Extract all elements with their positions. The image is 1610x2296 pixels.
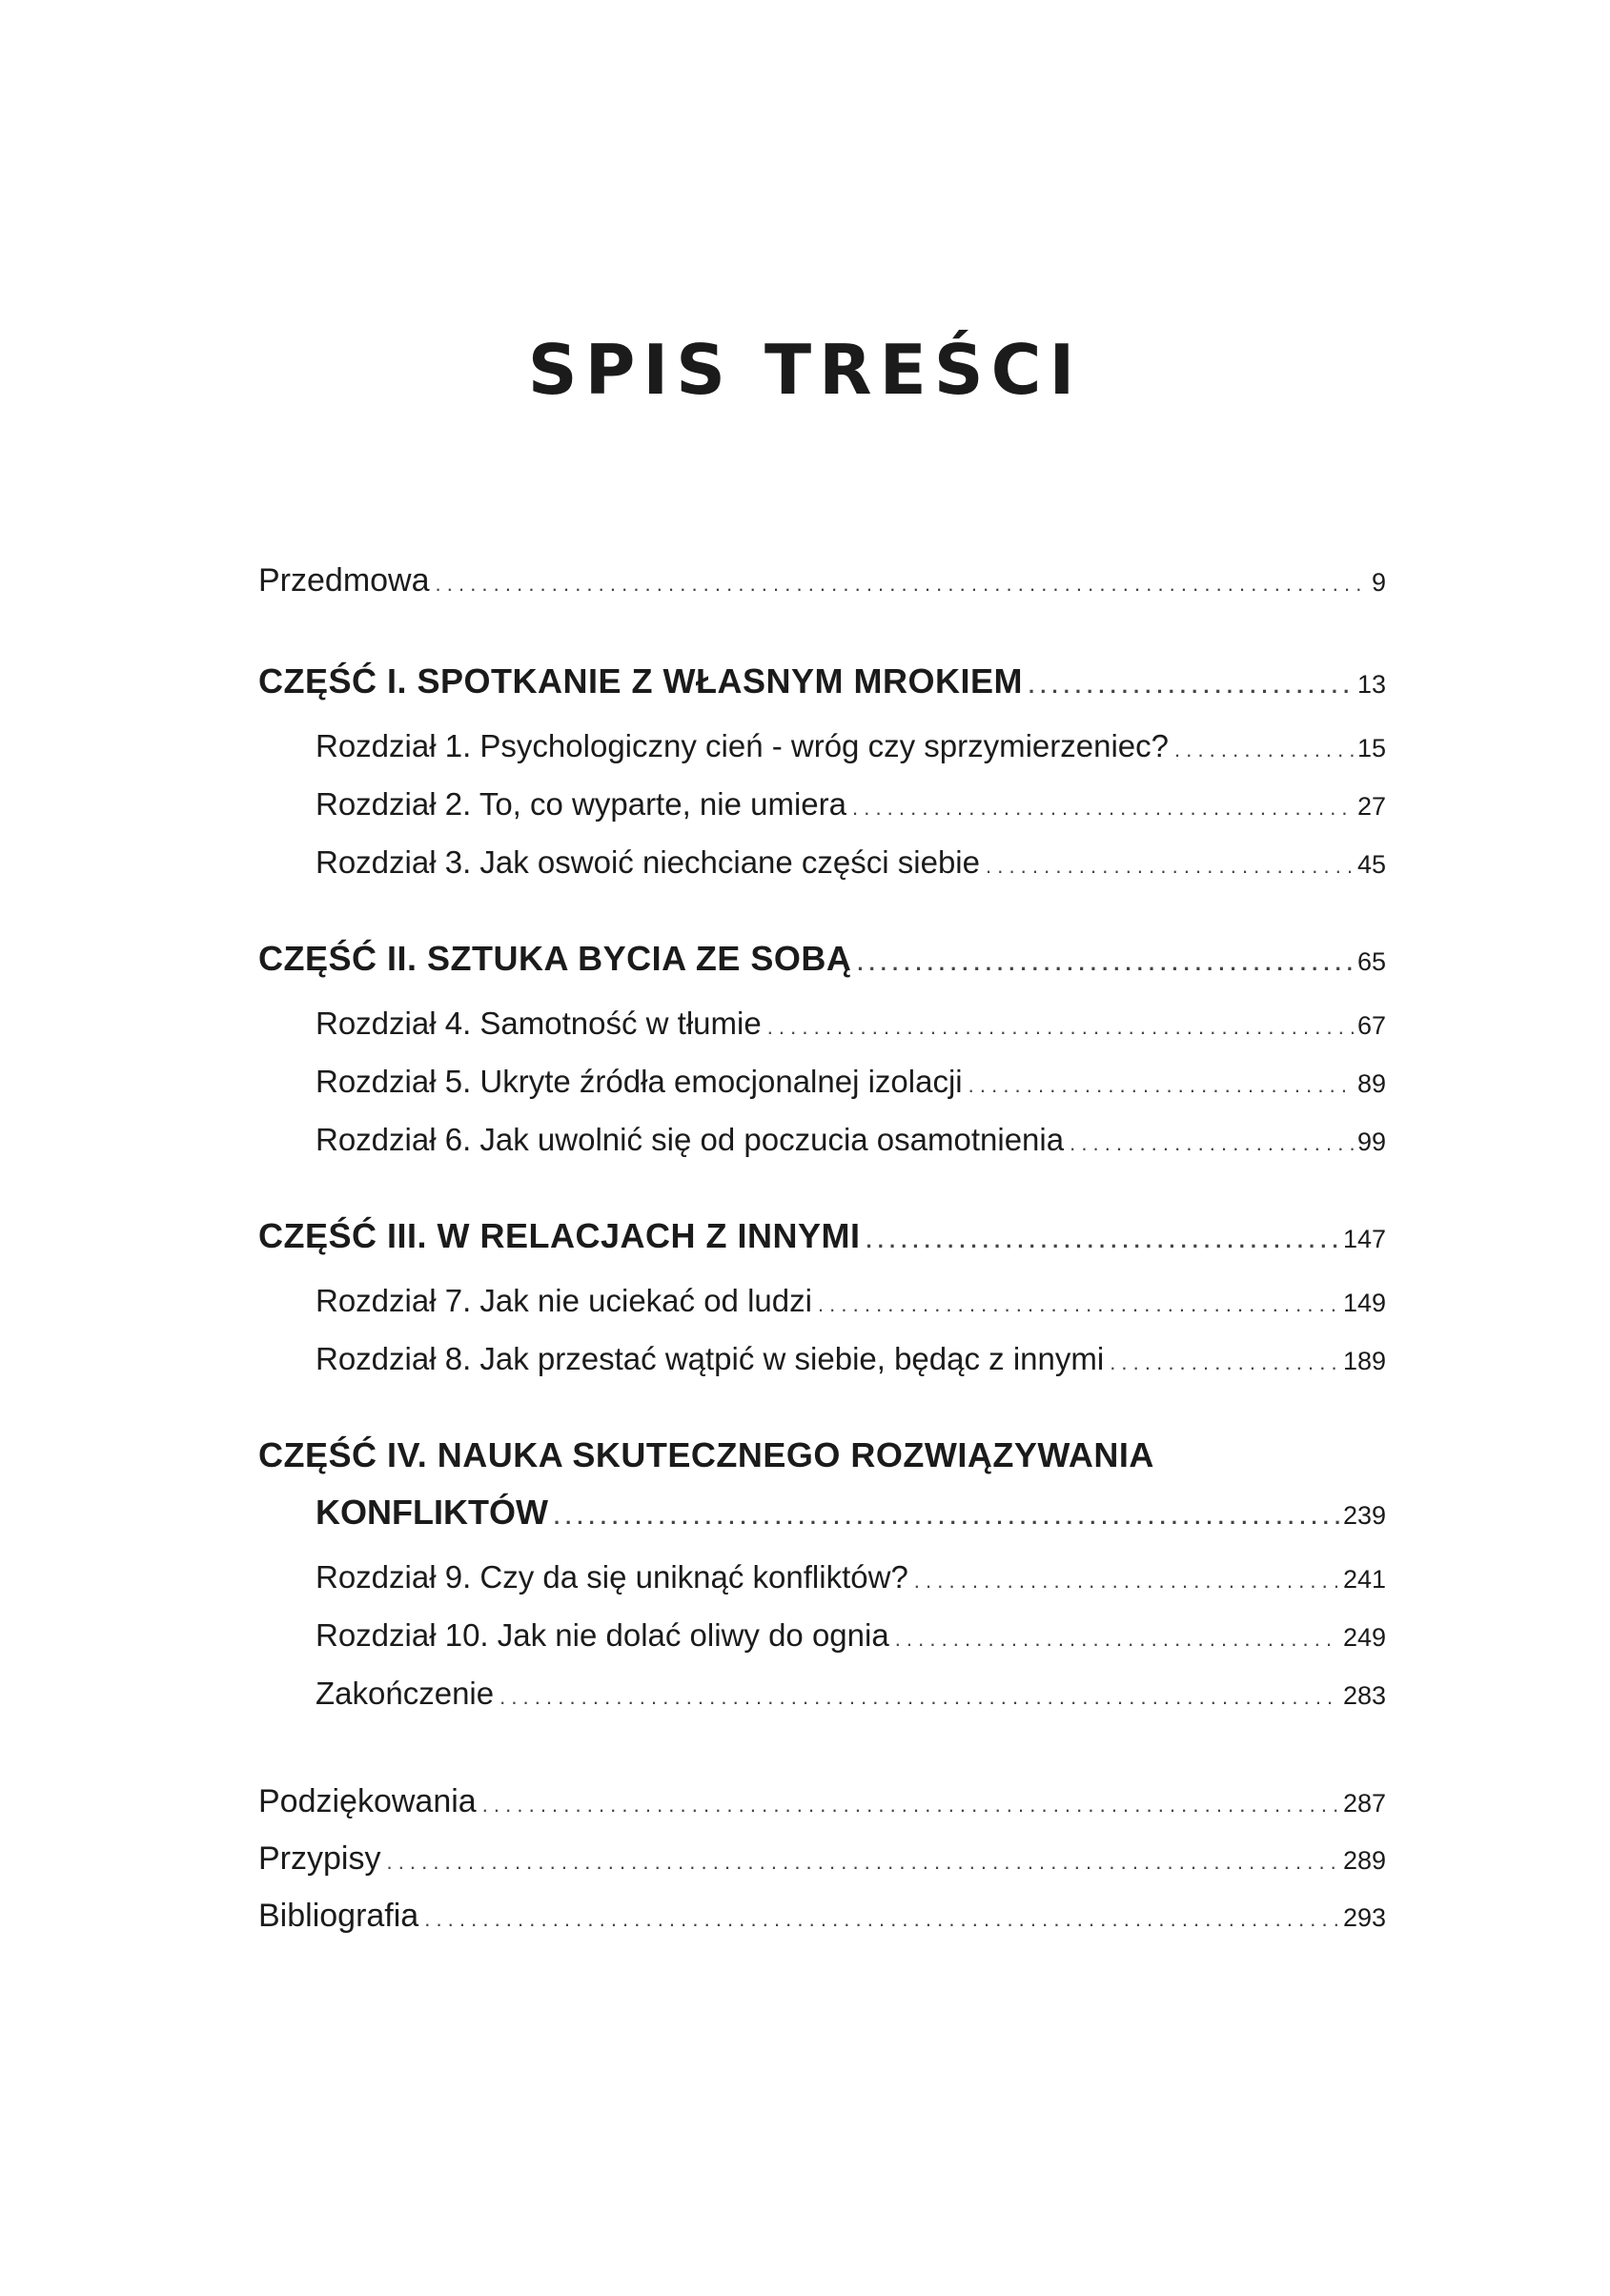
toc-chapter-label: Rozdział 1. Psychologiczny cień - wróg czy sprzymierzeniec? [316,728,1169,763]
toc-entry-label: Bibliografia [258,1898,419,1934]
toc-entry-przypisy[interactable] [258,1840,1386,1898]
toc-page-number: 13 [1356,670,1386,699]
toc-entry-przedmowa[interactable] [258,562,1386,620]
toc-page-number: 147 [1342,1225,1386,1253]
toc-entry-bibliografia[interactable] [258,1898,1386,1955]
toc-chapter-3[interactable] [258,844,1386,903]
toc-part-title-line2: KONFLIKTÓW [316,1493,548,1532]
dot-leader [1110,1351,1339,1375]
toc-part-2[interactable] [258,939,1386,1006]
toc-page-number: 287 [1342,1789,1386,1818]
toc-entry-zakonczenie[interactable] [258,1676,1386,1734]
toc-chapter-label: Rozdział 6. Jak uwolnić się od poczucia osamotnienia [316,1122,1065,1157]
toc-part-title: CZĘŚĆ II. SZTUKA BYCIA ZE SOBĄ [258,939,852,978]
table-of-contents [258,562,1386,1955]
toc-chapter-2[interactable] [258,786,1386,844]
toc-page-number: 149 [1342,1289,1386,1317]
toc-chapter-label: Rozdział 9. Czy da się uniknąć konfliktów? [316,1559,908,1595]
toc-page-number: 67 [1356,1011,1386,1040]
toc-page-number: 15 [1356,734,1386,762]
toc-chapter-4[interactable] [258,1006,1386,1064]
toc-chapter-label: Rozdział 8. Jak przestać wątpić w siebie, będąc z innymi [316,1341,1105,1376]
toc-page-number: 239 [1342,1501,1386,1530]
toc-part-1[interactable] [258,661,1386,728]
toc-chapter-label: Rozdział 10. Jak nie dolać oliwy do ognia [316,1617,889,1653]
dot-leader [554,1505,1339,1530]
toc-page-number: 89 [1356,1069,1386,1098]
toc-page-number: 9 [1371,568,1386,597]
toc-part-4[interactable] [258,1435,1386,1559]
dot-leader [866,1229,1339,1253]
toc-chapter-9[interactable] [258,1559,1386,1617]
toc-page-number: 293 [1342,1903,1386,1932]
toc-chapter-8[interactable] [258,1341,1386,1399]
toc-chapter-label: Rozdział 5. Ukryte źródła emocjonalnej izolacji [316,1064,963,1099]
toc-entry-label: Przedmowa [258,562,430,599]
dot-leader [986,854,1354,879]
toc-chapter-5[interactable] [258,1064,1386,1122]
dot-leader [482,1793,1339,1818]
toc-chapter-10[interactable] [258,1617,1386,1676]
dot-leader [436,572,1368,597]
dot-leader [895,1627,1339,1652]
dot-leader [852,796,1354,821]
toc-page-number: 289 [1342,1846,1386,1875]
toc-chapter-label: Rozdział 4. Samotność w tłumie [316,1006,762,1041]
toc-chapter-6[interactable] [258,1122,1386,1180]
toc-chapter-1[interactable] [258,728,1386,786]
dot-leader [968,1073,1354,1098]
dot-leader [1174,738,1354,762]
toc-entry-label: Przypisy [258,1840,381,1877]
toc-page-number: 249 [1342,1623,1386,1652]
dot-leader [914,1569,1339,1594]
toc-chapter-label: Rozdział 3. Jak oswoić niechciane części siebie [316,844,980,880]
toc-page-number: 65 [1356,947,1386,976]
dot-leader [1070,1131,1354,1156]
toc-page-number: 99 [1356,1128,1386,1156]
toc-part-title: CZĘŚĆ I. SPOTKANIE Z WŁASNYM MROKIEM [258,661,1024,701]
toc-entry-podziekowania[interactable] [258,1783,1386,1840]
dot-leader [767,1015,1354,1040]
toc-part-title-line1: CZĘŚĆ IV. NAUKA SKUTECZNEGO ROZWIĄZYWANIA [258,1435,1154,1474]
toc-entry-label: Podziękowania [258,1783,477,1819]
toc-page-number: 283 [1342,1681,1386,1710]
page-title: SPIS TREŚCI [527,330,1083,410]
dot-leader [857,951,1354,976]
dot-leader [1029,674,1354,699]
toc-page-number: 241 [1342,1565,1386,1594]
toc-part-title: CZĘŚĆ III. W RELACJACH Z INNYMI [258,1216,861,1255]
toc-page-number: 27 [1356,792,1386,821]
dot-leader [386,1850,1338,1875]
toc-chapter-label: Rozdział 2. To, co wyparte, nie umiera [316,786,846,822]
toc-chapter-7[interactable] [258,1283,1386,1341]
toc-page-number: 45 [1356,850,1386,879]
toc-part-3[interactable] [258,1216,1386,1283]
toc-chapter-label: Rozdział 7. Jak nie uciekać od ludzi [316,1283,812,1318]
dot-leader [424,1907,1339,1932]
toc-page-number: 189 [1342,1347,1386,1375]
toc-chapter-label: Zakończenie [316,1676,495,1711]
dot-leader [818,1292,1339,1317]
dot-leader [499,1685,1339,1710]
